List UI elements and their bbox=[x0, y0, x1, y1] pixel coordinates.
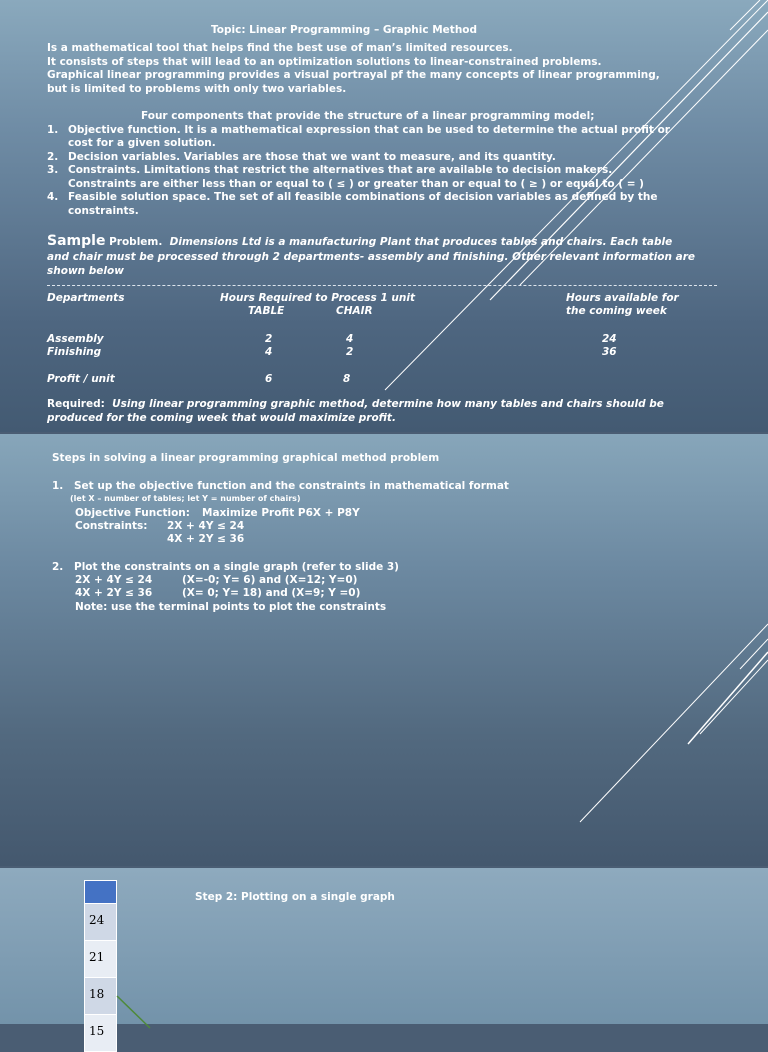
y-tick-label: 21 bbox=[84, 941, 117, 978]
step1-title: Set up the objective function and the constraints in mathematical format bbox=[74, 480, 509, 492]
component-number: 3. bbox=[47, 164, 59, 176]
sample-problem bbox=[47, 235, 672, 249]
profit-chair: 8 bbox=[343, 373, 351, 385]
col-hours-available: the coming week bbox=[566, 305, 667, 317]
y-tick-label: 24 bbox=[84, 904, 117, 941]
col-table: TABLE bbox=[248, 305, 285, 317]
slide-1 bbox=[0, 0, 768, 432]
row-available: 36 bbox=[602, 346, 617, 358]
steps-heading: Steps in solving a linear programming graphical method problem bbox=[52, 452, 440, 464]
problem-text: Dimensions Ltd is a manufacturing Plant that produces tables and chairs. Each table bbox=[169, 236, 673, 248]
component-text: Constraints are either less than or equal to ( ≤ ) or greater than or equal to ( ≥ ) or equal to ( = ) bbox=[68, 177, 644, 190]
slide-3 bbox=[0, 868, 768, 1038]
step2-number: 2. bbox=[52, 561, 64, 573]
constraints-label: Constraints: bbox=[75, 520, 148, 532]
col-chair: CHAIR bbox=[336, 305, 373, 317]
plot-1-eq: 2X + 4Y ≤ 24 bbox=[75, 574, 153, 586]
col-hours-required: Hours Required to Process 1 unit bbox=[220, 292, 415, 304]
table-divider bbox=[47, 285, 717, 286]
slide-2 bbox=[0, 434, 768, 866]
component-number: 2. bbox=[47, 150, 59, 163]
y-tick-label: 15 bbox=[84, 1015, 117, 1052]
plot-2-points: (X= 0; Y= 18) and (X=9; Y =0) bbox=[182, 587, 361, 599]
problem-text: and chair must be processed through 2 departments- assembly and finishing. Other relevant information are bbox=[47, 251, 696, 263]
component-text: Feasible solution space. The set of all feasible combinations of decision variables as defined by the bbox=[68, 191, 658, 203]
component-text: Decision variables. Variables are those that we want to measure, and its quantity. bbox=[68, 150, 556, 163]
row-table-hours: 2 bbox=[265, 333, 273, 345]
intro-line: Is a mathematical tool that helps find the best use of man’s limited resources. bbox=[47, 42, 513, 54]
row-chair-hours: 4 bbox=[346, 333, 354, 345]
topic-title: Topic: Linear Programming – Graphic Method bbox=[211, 24, 478, 36]
profit-table: 6 bbox=[265, 373, 273, 385]
plot-2-eq: 4X + 2Y ≤ 36 bbox=[75, 587, 153, 599]
step2-title: Plot the constraints on a single graph (refer to slide 3) bbox=[74, 561, 399, 573]
component-text: constraints. bbox=[68, 204, 139, 217]
col-departments: Departments bbox=[47, 292, 125, 304]
component-number: 1. bbox=[47, 123, 59, 136]
col-hours-available: Hours available for bbox=[566, 292, 679, 304]
profit-label: Profit / unit bbox=[47, 373, 115, 385]
plot-note: Note: use the terminal points to plot the constraints bbox=[75, 601, 387, 613]
components-heading: Four components that provide the structure of a linear programming model; bbox=[141, 110, 595, 122]
problem-label: Problem. bbox=[109, 236, 163, 248]
objective-label: Objective Function: bbox=[75, 507, 190, 519]
component-number: 4. bbox=[47, 191, 59, 203]
intro-line: but is limited to problems with only two variables. bbox=[47, 82, 347, 95]
problem-text: shown below bbox=[47, 264, 124, 277]
row-chair-hours: 2 bbox=[346, 346, 354, 358]
intro-line: Graphical linear programming provides a visual portrayal pf the many concepts of linear programming, bbox=[47, 69, 660, 81]
intro-line: It consists of steps that will lead to an optimization solutions to linear-constrained problems. bbox=[47, 55, 602, 68]
row-table-hours: 4 bbox=[265, 346, 273, 358]
required-label: Required: bbox=[47, 398, 105, 410]
plot-1-points: (X=-0; Y= 6) and (X=12; Y=0) bbox=[182, 574, 358, 586]
constraint-1: 2X + 4Y ≤ 24 bbox=[167, 520, 245, 532]
constraint-2: 4X + 2Y ≤ 36 bbox=[167, 533, 245, 545]
row-available: 24 bbox=[602, 333, 617, 345]
step1-number: 1. bbox=[52, 480, 64, 492]
objective-value: Maximize Profit P6X + P8Y bbox=[202, 507, 360, 519]
component-text: cost for a given solution. bbox=[68, 137, 216, 149]
component-text: Objective function. It is a mathematical expression that can be used to determine the actual profit or bbox=[68, 123, 670, 136]
component-text: Constraints. Limitations that restrict the alternatives that are available to decision makers. bbox=[68, 164, 613, 176]
row-dept: Finishing bbox=[47, 346, 102, 358]
required-text: produced for the coming week that would maximize profit. bbox=[47, 411, 396, 424]
required-text: Using linear programming graphic method, determine how many tables and chairs should be bbox=[112, 398, 664, 410]
required bbox=[47, 398, 664, 411]
slide3-title: Step 2: Plotting on a single graph bbox=[195, 891, 395, 903]
sample-word: Sample bbox=[47, 233, 106, 249]
row-dept: Assembly bbox=[47, 333, 104, 345]
step1-note: (let X – number of tables; let Y = number of chairs) bbox=[70, 494, 301, 503]
y-tick-label: 18 bbox=[84, 978, 117, 1015]
